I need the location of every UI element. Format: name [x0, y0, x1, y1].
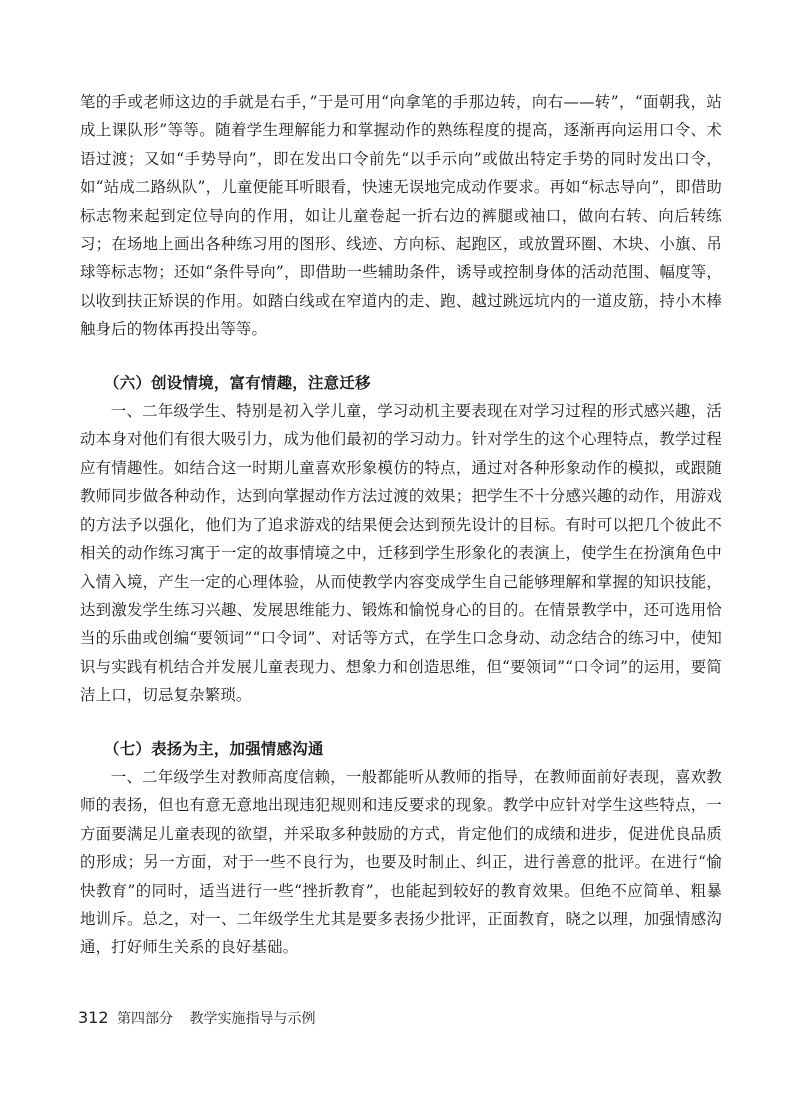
footer-part: 第四部分: [117, 1011, 173, 1027]
paragraph-3: 一、二年级学生对教师高度信赖，一般都能听从教师的指导，在教师面前好表现，喜欢教师的表扬，但也有意无意地出现违犯规则和违反要求的现象。教学中应针对学生这些特点，一方面要满足儿童表现的欲望，并采取多种鼓励的方式，肯定他们的成绩和进步，促进优良品质的形成；另一方面，对于一些不良行为，也要及时制止、纠正，进行善意的批评。在进行“愉快教育”的同时，适当进行一些“挫折教育”，也能起到较好的教育效果。但绝不应简单、粗暴地训斥。总之，对一、二年级学生尤其是要多表扬少批评，正面教育，晓之以理，加强情感沟通，打好师生关系的良好基础。: [80, 767, 722, 957]
section-heading-7: （七）表扬为主，加强情感沟通: [104, 739, 324, 758]
page-footer: [78, 1008, 315, 1028]
page-body: [80, 88, 722, 962]
paragraph-1: 笔的手或老师这边的手就是右手，”于是可用“向拿笔的手那边转，向右——转”，“面朝我，站成上课队形”等等。随着学生理解能力和掌握动作的熟练程度的提高，逐渐再向运用口令、术语过渡；又如“手势导向”，即在发出口令前先“以手示向”或做出特定手势的同时发出口令，如“站成二路纵队”，儿童便能耳听眼看，快速无误地完成动作要求。再如“标志导向”，即借助标志物来起到定位导向的作用，如让儿童卷起一折右边的裤腿或袖口，做向右转、向后转练习；在场地上画出各种练习用的图形、线迹、方向标、起跑区，或放置环圈、木块、小旗、吊球等标志物；还如“条件导向”，即借助一些辅助条件，诱导或控制身体的活动范围、幅度等，以收到扶正矫误的作用。如踏白线或在窄道内的走、跑、越过跳远坑内的一道皮筋，持小木棒触身后的物体再投出等等。: [80, 93, 722, 339]
page-number: 312: [78, 1008, 109, 1027]
paragraph-2: 一、二年级学生、特别是初入学儿童，学习动机主要表现在对学习过程的形式感兴趣，活动本身对他们有很大吸引力，成为他们最初的学习动力。针对学生的这个心理特点，教学过程应有情趣性。如结合这一时期儿童喜欢形象模仿的特点，通过对各种形象动作的模拟，或跟随教师同步做各种动作，达到向掌握动作方法过渡的效果；把学生不十分感兴趣的动作，用游戏的方法予以强化，他们为了追求游戏的结果便会达到预先设计的目标。有时可以把几个彼此不相关的动作练习寓于一定的故事情境之中，迁移到学生形象化的表演上，使学生在扮演角色中入情入境，产生一定的心理体验，从而使教学内容变成学生自己能够理解和掌握的知识技能，达到激发学生练习兴趣、发展思维能力、锻炼和愉悦身心的目的。在情景教学中，还可选用恰当的乐曲或创编“要领词”“口令词”、对话等方式，在学生口念身动、动念结合的练习中，使知识与实践有机结合并发展儿童表现力、想象力和创造思维，但“要领词”“口令词”的运用，要简洁上口，切忌复杂繁琐。: [80, 402, 722, 705]
section-heading-6: （六）创设情境，富有情趣，注意迁移: [104, 373, 371, 392]
footer-section: 教学实施指导与示例: [189, 1011, 316, 1027]
